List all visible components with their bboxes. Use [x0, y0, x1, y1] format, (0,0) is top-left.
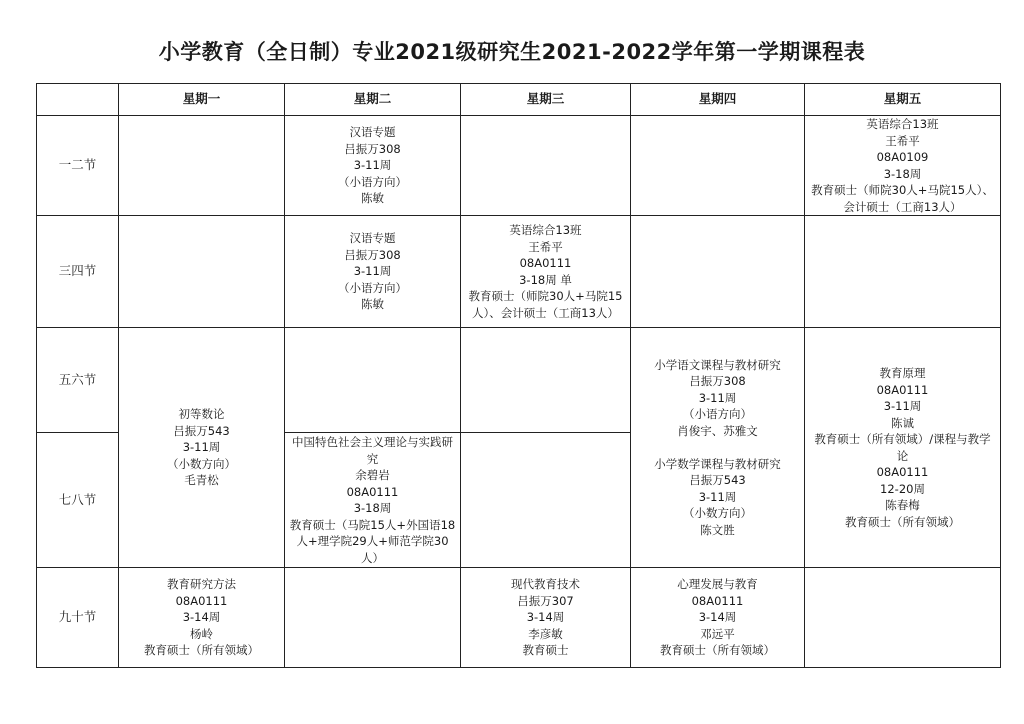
- slot-label: 九十节: [37, 568, 119, 668]
- course-line: 吕振万307: [517, 593, 574, 608]
- course-line: （小语方向）: [683, 407, 752, 422]
- course-line: 08A0111: [346, 484, 399, 499]
- course-line: 杨岭: [190, 626, 213, 641]
- course-line: 3-18周 单: [519, 272, 572, 287]
- course-line: 08A0109: [876, 150, 929, 164]
- course-line: 陈春梅: [885, 498, 920, 512]
- course-line: 教育硕士（马院15人+外国语18人+理学院29人+师范学院30人）: [289, 517, 456, 565]
- course-line: 汉语专题: [349, 231, 396, 246]
- course-line: 3-14周: [182, 610, 221, 625]
- course-line: 教育原理: [879, 366, 926, 380]
- course-line: 3-18周: [883, 166, 922, 181]
- course-line: 现代教育技术: [511, 577, 580, 592]
- course-line: 肖俊宇、苏雅文: [677, 423, 758, 438]
- course-cell: [461, 216, 631, 328]
- course-line: 陈诚: [891, 415, 914, 430]
- slot-row-2: [37, 216, 1001, 328]
- course-line: 小学数学课程与教材研究: [654, 456, 781, 471]
- cell-empty: [631, 116, 805, 216]
- slot-row-5: [37, 568, 1001, 668]
- cell-empty: [285, 568, 461, 668]
- course-line: 教育硕士（所有领域）: [660, 643, 775, 658]
- slot-label: 一二节: [37, 116, 119, 216]
- course-line: 12-20周: [880, 481, 925, 496]
- course-line: 王希平: [885, 133, 920, 148]
- course-line: 08A0111: [519, 256, 572, 270]
- course-line: 3-11周: [883, 399, 922, 413]
- course-line: 教育硕士: [522, 643, 569, 658]
- course-line: （小数方向）: [683, 506, 752, 521]
- slot-label: 七八节: [37, 433, 119, 568]
- course-line: （小语方向）: [338, 280, 407, 295]
- course-line: 毛青松: [184, 473, 219, 488]
- course-line: 王希平: [528, 239, 563, 254]
- cell-empty: [285, 328, 461, 433]
- course-line: 3-11周: [353, 264, 392, 279]
- course-line: 吕振万308: [344, 247, 401, 262]
- course-line: 初等数论: [178, 407, 225, 422]
- course-line: 英语综合13班: [866, 117, 939, 131]
- course-line: 教育硕士（师院30人+马院15人）、会计硕士（工商13人）: [811, 183, 994, 214]
- course-line: 08A0111: [175, 593, 228, 608]
- course-line: 教育硕士（所有领域）: [144, 643, 259, 658]
- cell-empty: [805, 568, 1001, 668]
- course-line: 3-14周: [698, 610, 737, 625]
- course-line: 3-14周: [526, 610, 565, 625]
- course-cell: [119, 328, 285, 568]
- course-line: 心理发展与教育: [677, 577, 758, 592]
- course-line: 吕振万308: [344, 141, 401, 156]
- course-line: 英语综合13班: [509, 223, 582, 237]
- course-line: 08A0111: [876, 382, 929, 397]
- day-header-thu: 星期四: [631, 84, 805, 116]
- corner-cell: [37, 84, 119, 116]
- course-cell: [805, 116, 1001, 216]
- course-line: 陈敏: [361, 191, 384, 206]
- header-row: [37, 84, 1001, 116]
- course-line: 吕振万543: [173, 423, 230, 438]
- course-line: 中国特色社会主义理论与实践研究: [292, 435, 453, 466]
- course-line: （小数方向）: [167, 456, 236, 471]
- course-cell: [631, 568, 805, 668]
- course-line: 3-11周: [353, 158, 392, 173]
- course-line: 吕振万543: [689, 473, 746, 488]
- course-line: 3-11周: [698, 390, 737, 405]
- course-cell: [119, 568, 285, 668]
- course-line: 08A0111: [876, 465, 929, 479]
- course-line: 3-18周: [353, 501, 392, 515]
- day-header-tue: 星期二: [285, 84, 461, 116]
- course-line: 3-11周: [182, 440, 221, 455]
- page-title: 小学教育（全日制）专业2021级研究生2021-2022学年第一学期课程表: [158, 40, 866, 64]
- course-line: （小语方向）: [338, 174, 407, 189]
- course-line: 小学语文课程与教材研究: [654, 357, 781, 372]
- slot-label: 三四节: [37, 216, 119, 328]
- course-line: 陈敏: [361, 297, 384, 312]
- cell-empty: [805, 216, 1001, 328]
- cell-empty: [119, 216, 285, 328]
- course-cell: [285, 116, 461, 216]
- course-line: 李彦敏: [528, 626, 563, 641]
- course-cell: [285, 433, 461, 568]
- course-line: 教育硕士（所有领域）: [845, 514, 960, 529]
- course-line: 邓远平: [700, 626, 735, 641]
- cell-empty: [119, 116, 285, 216]
- course-line: 教育硕士（所有领域）/课程与教学论: [814, 432, 991, 463]
- slot-label: 五六节: [37, 328, 119, 433]
- cell-empty: [461, 328, 631, 433]
- course-line: 余碧岩: [355, 468, 390, 482]
- cell-empty: [631, 216, 805, 328]
- course-line: 3-11周: [698, 489, 737, 504]
- course-cell: [631, 328, 805, 568]
- day-header-wed: 星期三: [461, 84, 631, 116]
- cell-empty: [461, 116, 631, 216]
- schedule-table: [36, 83, 1001, 668]
- course-line: 教育硕士（师院30人+马院15人）、会计硕士（工商13人）: [468, 289, 623, 320]
- cell-empty: [461, 433, 631, 568]
- course-cell: [805, 328, 1001, 568]
- course-line: 08A0111: [691, 593, 744, 608]
- course-cell: [461, 568, 631, 668]
- course-line: 陈文胜: [700, 522, 735, 537]
- day-header-fri: 星期五: [805, 84, 1001, 116]
- course-line: 吕振万308: [689, 374, 746, 389]
- slot-row-3: [37, 328, 1001, 433]
- course-cell: [285, 216, 461, 328]
- course-line: 教育研究方法: [167, 577, 236, 592]
- course-line: [635, 439, 800, 456]
- course-line: 汉语专题: [349, 125, 396, 140]
- day-header-mon: 星期一: [119, 84, 285, 116]
- slot-row-1: [37, 116, 1001, 216]
